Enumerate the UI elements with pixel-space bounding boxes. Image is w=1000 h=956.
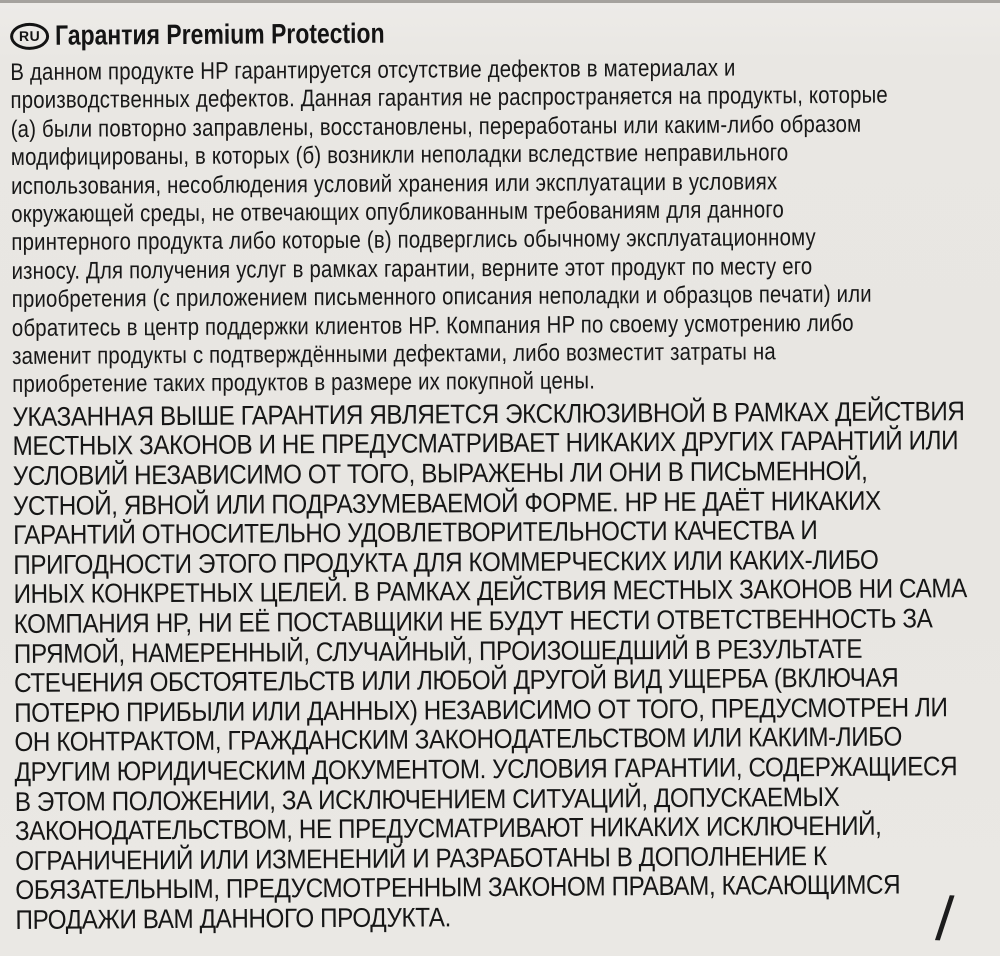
warranty-body-paragraph: В данном продукте HP гарантируется отсутствие дефектов в материалах и производственных дефектов. Данная гарантия не распространяется на продукты, которые (а) были повторно заправлены, восстановлены, переработаны или каким-либо образом модифицированы, в которых (б) возникли неполадки вследствие неправильного использования, несоблюдения условий хранения или эксплуатации в условиях окружающей среды, не отвечающих опубликованным требованиям для данного принтерного продукта либо которые (в) подверглись обычному эксплуатационному износу. Для получения услуг в рамках гарантии, верните этот продукт по месту его приобретения (с приложением письменного описания неполадки и образцов печати) или обратитесь в центр поддержки клиентов HP. Компания HP по своему усмотрению либо заменит продукты с подтверждёнными дефектами, либо возместит затраты на приобретение таких продуктов в размере их покупной цены. [10, 54, 888, 399]
legal-disclaimer-paragraph: УКАЗАННАЯ ВЫШЕ ГАРАНТИЯ ЯВЛЯЕТСЯ ЭКСКЛЮЗИВНОЙ В РАМКАХ ДЕЙСТВИЯ МЕСТНЫХ ЗАКОНОВ И НЕ ПРЕДУСМАТРИВАЕТ НИКАКИХ ДРУГИХ ГАРАНТИЙ ИЛИ УСЛОВИЙ НЕЗАВИСИМО ОТ ТОГО, ВЫРАЖЕНЫ ЛИ ОНИ В ПИСЬМЕННОЙ, УСТНОЙ, ЯВНОЙ ИЛИ ПОДРАЗУМЕВАЕМОЙ ФОРМЕ. HP НЕ ДАЁТ НИКАКИХ ГАРАНТИЙ ОТНОСИТЕЛЬНО УДОВЛЕТВОРИТЕЛЬНОСТИ КАЧЕСТВА И ПРИГОДНОСТИ ЭТОГО ПРОДУКТА ДЛЯ КОММЕРЧЕСКИХ ИЛИ КАКИХ-ЛИБО ИНЫХ КОНКРЕТНЫХ ЦЕЛЕЙ. В РАМКАХ ДЕЙСТВИЯ МЕСТНЫХ ЗАКОНОВ НИ САМА КОМПАНИЯ HP, НИ ЕЁ ПОСТАВЩИКИ НЕ БУДУТ НЕСТИ ОТВЕТСТВЕННОСТЬ ЗА ПРЯМОЙ, НАМЕРЕННЫЙ, СЛУЧАЙНЫЙ, ПРОИЗОШЕДШИЙ В РЕЗУЛЬТАТЕ СТЕЧЕНИЯ ОБСТОЯТЕЛЬСТВ ИЛИ ЛЮБОЙ ДРУГОЙ ВИД УЩЕРБА (ВКЛЮЧАЯ ПОТЕРЮ ПРИБЫЛИ ИЛИ ДАННЫХ) НЕЗАВИСИМО ОТ ТОГО, ПРЕДУСМОТРЕН ЛИ ОН КОНТРАКТОМ, ГРАЖДАНСКИМ ЗАКОНОДАТЕЛЬСТВОМ ИЛИ КАКИМ-ЛИБО ДРУГИМ ЮРИДИЧЕСКИМ ДОКУМЕНТОМ. УСЛОВИЯ ГАРАНТИИ, СОДЕРЖАЩИЕСЯ В ЭТОМ ПОЛОЖЕНИИ, ЗА ИСКЛЮЧЕНИЕМ СИТУАЦИЙ, ДОПУСКАЕМЫХ ЗАКОНОДАТЕЛЬСТВОМ, НЕ ПРЕДУСМАТРИВАЮТ НИКАКИХ ИСКЛЮЧЕНИЙ, ОГРАНИЧЕНИЙ ИЛИ ИЗМЕНЕНИЙ И РАЗРАБОТАНЫ В ДОПОЛНЕНИЕ К ОБЯЗАТЕЛЬНЫМ, ПРЕДУСМОТРЕННЫМ ЗАКОНОМ ПРАВАМ, КАСАЮЩИМСЯ ПРОДАЖИ ВАМ ДАННОГО ПРОДУКТА. [12, 396, 967, 935]
page-title: Гарантия Premium Protection [55, 17, 385, 51]
ru-language-badge [10, 22, 49, 49]
pen-mark: / [934, 884, 956, 955]
title-row [10, 11, 1000, 53]
page-content [10, 11, 1000, 935]
ru-language-badge-label: RU [18, 27, 41, 44]
